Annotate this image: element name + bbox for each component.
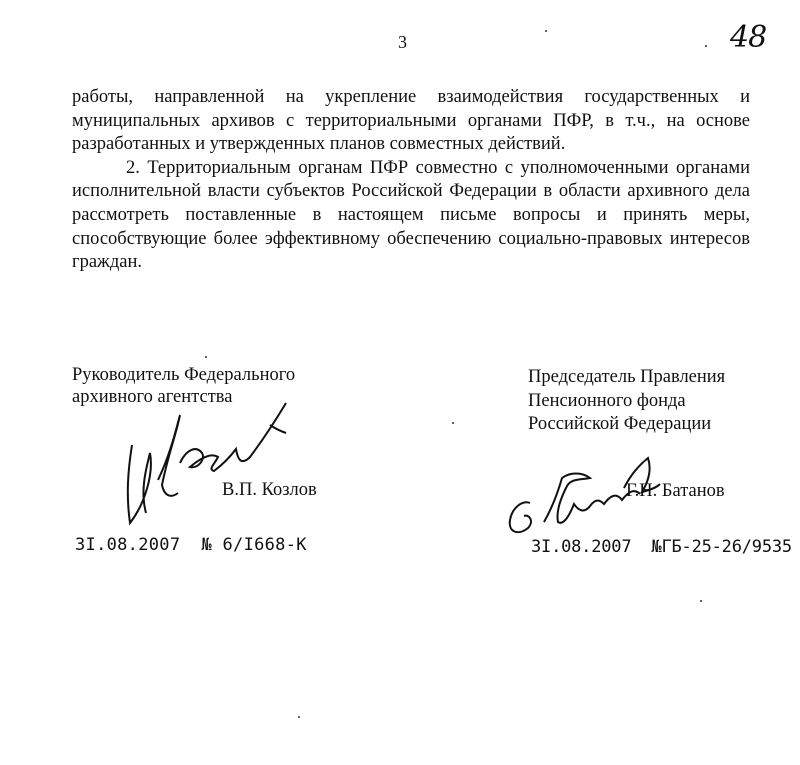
letter-body (72, 86, 750, 275)
right-reg-date: 3I.08.2007 (531, 537, 632, 557)
paragraph-1: работы, направленной на укрепление взаимодействия государственных и муниципальных архивов с территориальными органами ПФР, в т.ч., на основе разработанных и утвержденных планов совместных действий. (72, 87, 750, 155)
right-reg-number: №ГБ-25-26/9535 (651, 537, 792, 557)
right-signatory-title (528, 366, 725, 437)
left-registration-stamp (75, 535, 307, 555)
scan-speck (298, 716, 300, 718)
left-title-line-2: архивного агентства (72, 387, 233, 407)
paragraph-2: 2. Территориальным органам ПФР совместно с уполномоченными органами исполнительной власти субъектов Российской Федерации в области архивного дела рассмотреть поставленные в настоящем письме вопросы и принять меры, способствующие более эффективному обеспечению социально-правовых интересов граждан. (72, 157, 750, 273)
right-title-line-1: Председатель Правления (528, 367, 726, 387)
page-number: 3 (398, 32, 407, 52)
scan-speck (545, 30, 547, 32)
left-reg-date: 3I.08.2007 (75, 535, 181, 555)
scan-speck (705, 45, 707, 47)
scan-speck (452, 422, 454, 424)
left-title-line-1: Руководитель Федерального (72, 365, 296, 385)
right-registration-stamp (531, 537, 792, 557)
scan-speck (700, 600, 702, 602)
right-title-line-3: Российской Федерации (528, 414, 712, 435)
left-signature (110, 395, 300, 535)
left-reg-number: № 6/I668-К (201, 535, 307, 555)
scan-speck (205, 356, 207, 358)
handwritten-page-number: 48 (730, 20, 767, 55)
left-signer-name: В.П. Козлов (222, 480, 317, 500)
right-title-line-2: Пенсионного фонда (528, 390, 686, 411)
right-signer-name: Г.Н. Батанов (626, 481, 725, 501)
